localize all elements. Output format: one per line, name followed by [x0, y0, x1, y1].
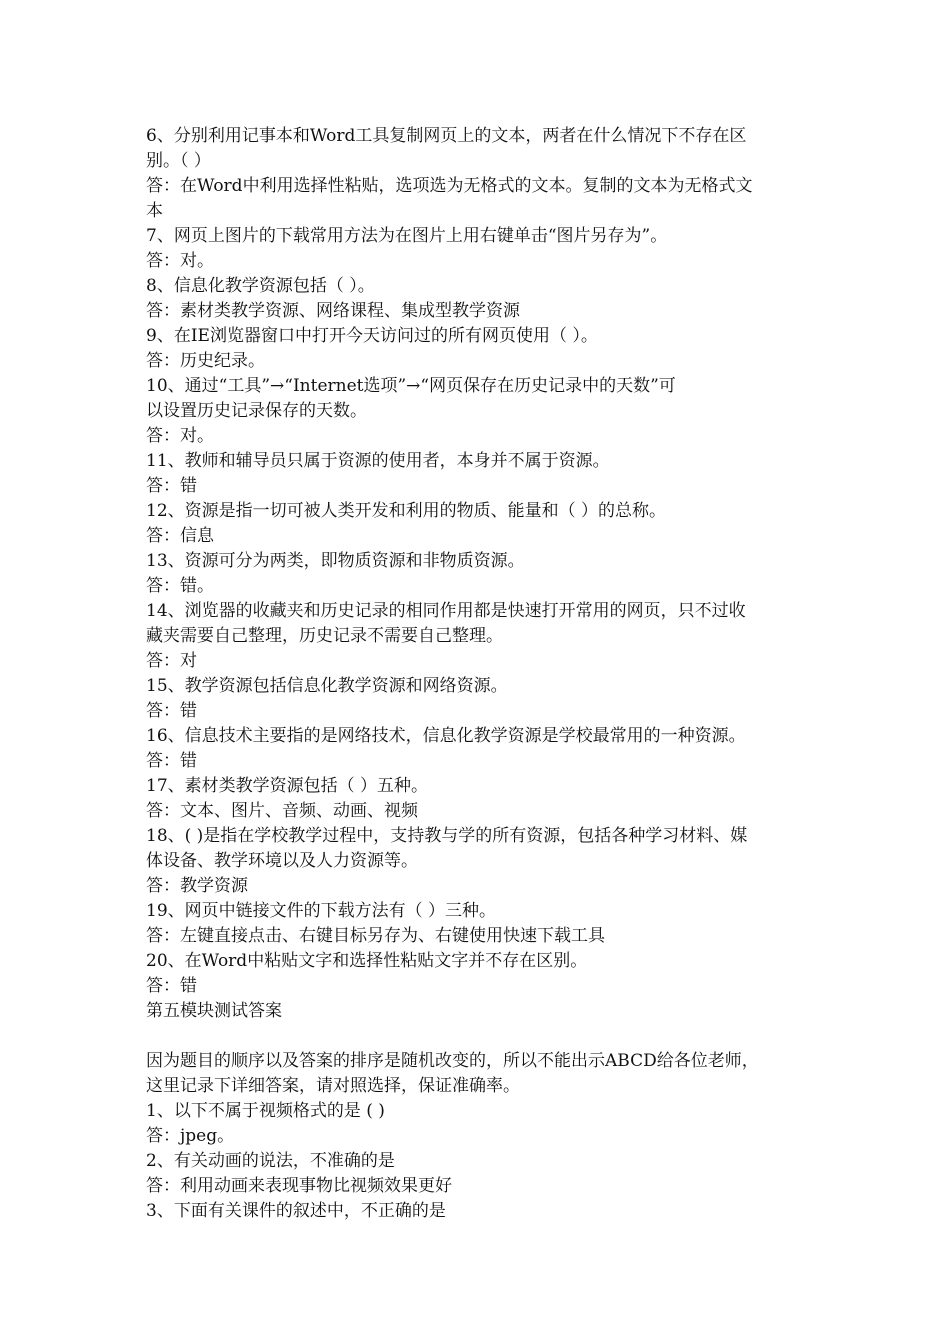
text-line: 本 [146, 201, 163, 221]
question-line: 16、信息技术主要指的是网络技术，信息化教学资源是学校最常用的一种资源。 [146, 726, 746, 746]
text-line: 因为题目的顺序以及答案的排序是随机改变的，所以不能出示ABCD给各位老师， [146, 1051, 759, 1071]
text-line: 第五模块测试答案 [146, 1001, 282, 1021]
question-line: 15、教学资源包括信息化教学资源和网络资源。 [146, 676, 508, 696]
question-line: 9、在IE浏览器窗口中打开今天访问过的所有网页使用（ ）。 [146, 326, 598, 346]
answer-line: 答：错。 [146, 576, 214, 596]
question-line: 17、素材类教学资源包括（ ）五种。 [146, 776, 429, 796]
question-line: 14、浏览器的收藏夹和历史记录的相同作用都是快速打开常用的网页，只不过收 [146, 601, 746, 621]
question-line: 11、教师和辅导员只属于资源的使用者，本身并不属于资源。 [146, 451, 610, 471]
text-line: 这里记录下详细答案，请对照选择，保证准确率。 [146, 1076, 520, 1096]
answer-line: 答：文本、图片、音频、动画、视频 [146, 801, 418, 821]
answer-line: 答：历史纪录。 [146, 351, 265, 371]
question-line: 1、以下不属于视频格式的是 ( ) [146, 1101, 385, 1121]
answer-line: 答：素材类教学资源、网络课程、集成型教学资源 [146, 301, 520, 321]
text-line: 别。（ ） [146, 151, 211, 171]
question-line: 19、网页中链接文件的下载方法有（ ）三种。 [146, 901, 497, 921]
answer-line: 答：对。 [146, 251, 214, 271]
question-line: 20、在Word中粘贴文字和选择性粘贴文字并不存在区别。 [146, 951, 588, 971]
answer-line: 答：教学资源 [146, 876, 248, 896]
answer-line: 答：对。 [146, 426, 214, 446]
question-line: 6、分别利用记事本和Word工具复制网页上的文本，两者在什么情况下不存在区 [146, 126, 747, 146]
blank-line [146, 1024, 812, 1049]
question-line: 3、下面有关课件的叙述中，不正确的是 [146, 1201, 446, 1221]
answer-line: 答：错 [146, 976, 197, 996]
question-line: 7、网页上图片的下载常用方法为在图片上用右键单击“图片另存为”。 [146, 226, 668, 246]
question-line: 10、通过“工具”→“Internet选项”→“网页保存在历史记录中的天数”可 [146, 376, 676, 396]
answer-line: 答：在Word中利用选择性粘贴，选项选为无格式的文本。复制的文本为无格式文 [146, 176, 753, 196]
question-line: 12、资源是指一切可被人类开发和利用的物质、能量和（ ）的总称。 [146, 501, 667, 521]
answer-line: 答：对 [146, 651, 197, 671]
answer-line: 答：左键直接点击、右键目标另存为、右键使用快速下载工具 [146, 926, 605, 946]
answer-line: 答：jpeg。 [146, 1126, 235, 1146]
question-line: 18、( )是指在学校教学过程中，支持教与学的所有资源，包括各种学习材料、媒 [146, 826, 748, 846]
answer-line: 答：错 [146, 751, 197, 771]
document-body [146, 124, 812, 1224]
answer-line: 答：错 [146, 476, 197, 496]
question-line: 8、信息化教学资源包括（ ）。 [146, 276, 375, 296]
question-line: 2、有关动画的说法，不准确的是 [146, 1151, 395, 1171]
text-line: 体设备、教学环境以及人力资源等。 [146, 851, 418, 871]
question-line: 13、资源可分为两类，即物质资源和非物质资源。 [146, 551, 525, 571]
text-line: 藏夹需要自己整理，历史记录不需要自己整理。 [146, 626, 503, 646]
answer-line: 答：利用动画来表现事物比视频效果更好 [146, 1176, 452, 1196]
answer-line: 答：信息 [146, 526, 214, 546]
answer-line: 答：错 [146, 701, 197, 721]
text-line: 以设置历史记录保存的天数。 [146, 401, 367, 421]
